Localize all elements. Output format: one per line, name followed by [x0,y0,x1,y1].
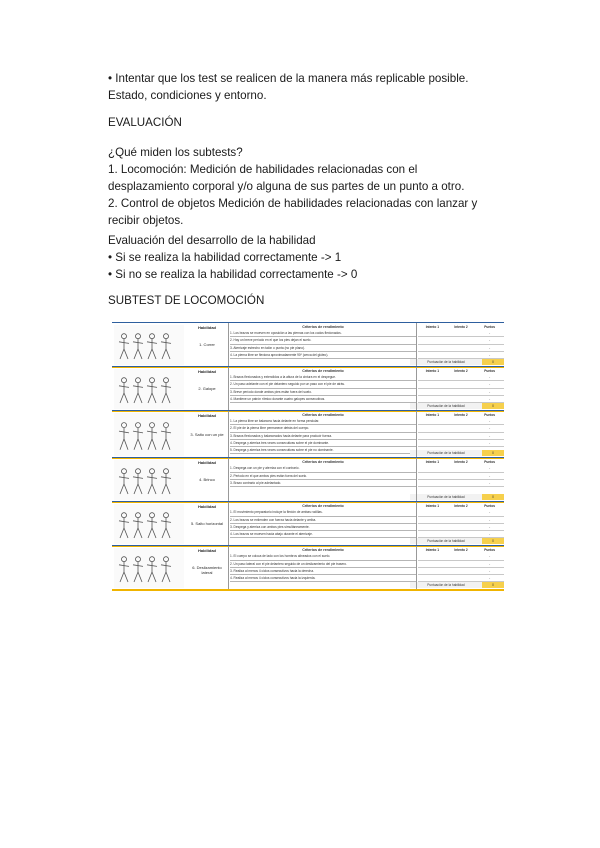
attempt2-cell[interactable] [447,330,476,336]
points-cell[interactable]: - [489,568,491,573]
attempt2-cell[interactable] [447,509,476,515]
criteria-list [230,368,416,403]
points-cell[interactable]: - [489,419,491,424]
col-criterios-label: Criterios de rendimiento [302,460,344,465]
column-divider [416,458,417,502]
criterion: 4. Los brazos se mueven hacia abajo durante el aterrizaje. [230,531,416,538]
attempt1-cell[interactable] [418,553,447,559]
criterion: 3. Despega y aterriza con ambos pies simultáneamente. [230,524,416,531]
attempt2-cell[interactable] [447,389,476,395]
col-habilidad-label: Habilidad [197,548,216,554]
score-columns [418,324,504,359]
skill-total-row [350,538,504,544]
col-puntos-label: Puntos [484,460,496,465]
section-divider [112,589,504,591]
skill-name-cell [188,369,226,391]
criterion: 5. Despega y aterriza tres veces consecutivas sobre el pie no dominante. [230,447,416,454]
criterion: 4. Mantiene un patrón rítmico durante cuatro galopes consecutivos. [230,396,416,403]
attempt1-cell[interactable] [418,509,447,515]
criterion: 2. Un paso lateral con el pie delantero seguido de un deslizamiento del pie trasero. [230,561,416,568]
criterion: 1. El cuerpo se coloca de lado con los hombros alineados con el suelo. [230,553,416,560]
col-criterios-label: Criterios de rendimiento [302,325,344,329]
skill-total-label: Puntuación de la habilidad [410,450,482,456]
skill-name: 4. Brinco [199,477,215,483]
skill-illustration [114,369,184,409]
criterion: 2. Un paso adelante con el pie delantero seguido por un paso con el pie de atrás. [230,381,416,388]
score-row [418,509,504,516]
attempt2-cell[interactable] [447,575,476,581]
skill-total-value: 0 [482,538,504,544]
attempt2-cell[interactable] [447,425,476,431]
attempt2-cell[interactable] [447,531,476,537]
attempt1-cell[interactable] [418,345,447,351]
criteria-list [230,412,416,454]
col-habilidad-label: Habilidad [197,413,216,418]
question-block [108,144,500,229]
points-cell[interactable]: - [489,480,491,485]
eval-block [108,232,500,283]
col-puntos-label: Puntos [484,504,496,509]
attempt1-cell[interactable] [418,381,447,387]
criterion: 3. Brazo contrario al pie adelantado. [230,480,416,487]
eval-yes: • Si se realiza la habilidad correctamente -> 1 [108,251,342,264]
attempt2-cell[interactable] [447,561,476,567]
points-cell[interactable]: - [489,440,491,445]
skill-total-label: Puntuación de la habilidad [410,538,482,544]
attempt2-cell[interactable] [447,440,476,446]
attempt1-cell[interactable] [418,389,447,395]
attempt2-cell[interactable] [447,568,476,574]
subtest-heading: SUBTEST DE LOCOMOCIÓN [108,294,265,307]
attempt2-cell[interactable] [447,396,476,402]
attempt1-cell[interactable] [418,480,447,486]
attempt2-cell[interactable] [447,337,476,343]
criterion: 1. Brazos flexionados y extendidos a la altura de la cintura en el despegue. [230,374,416,381]
attempt2-cell[interactable] [447,374,476,380]
col-puntos-label: Puntos [484,548,496,553]
col-habilidad-label: Habilidad [197,504,216,510]
criterion: 1. El movimiento preparatorio incluye la flexión de ambas rodillas. [230,509,416,516]
col-criterios-label: Criterios de rendimiento [302,413,344,417]
skill-name-cell [188,504,226,526]
points-cell[interactable]: - [489,433,491,438]
skill-total-value: 0 [482,494,504,500]
attempt1-cell[interactable] [418,374,447,380]
attempt2-cell[interactable] [447,553,476,559]
score-row [418,465,504,472]
col-intento2-label: Intento 2 [454,504,468,509]
skill-illustration [114,548,184,588]
skill-name: 5. Salto horizontal [190,521,224,527]
col-intento1-label: Intento 1 [425,460,439,465]
skill-section [112,322,504,367]
points-cell[interactable]: - [489,510,491,515]
skill-total-row [350,450,504,456]
score-row [418,352,504,359]
criteria-list [230,324,416,359]
attempt1-cell[interactable] [418,396,447,402]
col-intento2-label: Intento 2 [454,369,468,373]
attempt1-cell[interactable] [418,330,447,336]
column-divider [228,367,229,411]
column-divider [416,367,417,411]
attempt2-cell[interactable] [447,381,476,387]
col-intento1-label: Intento 1 [425,504,439,509]
score-row [418,561,504,568]
skill-total-row [350,582,504,588]
points-cell[interactable]: - [489,426,491,431]
score-columns [418,547,504,582]
points-cell[interactable]: - [489,473,491,478]
locomotion-table-figure [112,322,504,622]
column-divider [228,411,229,458]
column-divider [228,502,229,546]
score-row [418,575,504,582]
col-intento1-label: Intento 1 [425,325,439,329]
points-cell[interactable]: - [489,561,491,566]
score-row [418,473,504,480]
attempt2-cell[interactable] [447,480,476,486]
criterion: 2. Periodo en el que ambos pies están fuera del suelo. [230,473,416,480]
criteria-list [230,503,416,538]
score-row [418,433,504,440]
skill-illustration [114,413,184,456]
attempt2-cell[interactable] [447,418,476,424]
col-puntos-label: Puntos [484,413,496,417]
skill-total-value: 0 [482,582,504,588]
heading-evaluacion: EVALUACIÓN [108,116,182,129]
attempt2-cell[interactable] [447,345,476,351]
skill-section [112,366,504,411]
criterion: 4. Despega y aterriza tres veces consecutivas sobre el pie dominante. [230,440,416,447]
score-columns [418,368,504,403]
points-cell[interactable]: - [489,331,491,336]
points-cell[interactable]: - [489,517,491,522]
criteria-list [230,459,416,487]
score-row [418,374,504,381]
score-row [418,381,504,388]
points-cell[interactable]: - [489,338,491,343]
criterion: 3. Breve período donde ambos pies están fuera del suelo. [230,389,416,396]
col-intento1-label: Intento 1 [425,548,439,553]
criterion: 1. La pierna libre se balancea hacia delante en forma pendular. [230,418,416,425]
points-cell[interactable]: - [489,396,491,401]
subtest-heading-block [108,292,500,309]
attempt2-cell[interactable] [447,517,476,523]
score-columns [418,503,504,538]
points-cell[interactable]: - [489,352,491,357]
skill-total-row [350,403,504,409]
col-intento2-label: Intento 2 [454,413,468,417]
column-divider [228,546,229,590]
score-row [418,568,504,575]
attempt1-cell[interactable] [418,568,447,574]
skill-total-label: Puntuación de la habilidad [410,582,482,588]
criterion: 2. El pie de la pierna libre permanece detrás del cuerpo. [230,425,416,432]
points-cell[interactable]: - [489,389,491,394]
skill-name-cell [188,460,226,482]
criterion: 4. Realiza al menos 4 ciclos consecutivos hacia la izquierda. [230,575,416,582]
points-cell[interactable]: - [489,382,491,387]
col-intento2-label: Intento 2 [454,460,468,465]
points-cell[interactable]: - [489,554,491,559]
points-cell[interactable]: - [489,466,491,471]
bullet-intro: • Intentar que los test se realicen de la manera más replicable posible. Estado, condiciones y entorno. [108,72,469,102]
attempt1-cell[interactable] [418,531,447,537]
item-locomocion: 1. Locomoción: Medición de habilidades relacionadas con el desplazamiento corporal y/o alguna de sus partes de un punto a otro. [108,163,465,193]
col-intento1-label: Intento 1 [425,413,439,417]
score-columns [418,412,504,454]
attempt2-cell[interactable] [447,352,476,358]
points-cell[interactable]: - [489,576,491,580]
col-intento2-label: Intento 2 [454,325,468,329]
column-divider [416,546,417,590]
points-cell[interactable]: - [489,524,491,529]
skill-total-value: 0 [482,403,504,409]
skill-illustration [114,460,184,500]
skill-section [112,457,504,502]
criterion: 3. Brazos flexionados y balanceados hacia delante para producir fuerza. [230,433,416,440]
criterion: 1. Despega con un pie y aterriza con el contrario. [230,465,416,472]
score-row [418,440,504,447]
criterion: 4. La pierna libre se flexiona aproximadamente 90º (cerca del glúteo). [230,352,416,359]
skill-name: 2. Galope [198,386,216,391]
score-row [418,418,504,425]
score-row [418,345,504,352]
column-divider [416,502,417,546]
criterion: 2. Los brazos se extienden con fuerza hacia delante y arriba. [230,517,416,524]
col-criterios-label: Criterios de rendimiento [302,369,344,373]
score-row [418,330,504,337]
col-habilidad-label: Habilidad [197,325,216,330]
col-criterios-label: Criterios de rendimiento [302,548,344,553]
col-habilidad-label: Habilidad [197,460,216,466]
skill-illustration [114,325,184,365]
skill-name-cell [188,325,226,347]
attempt1-cell[interactable] [418,337,447,343]
attempt1-cell[interactable] [418,352,447,358]
criterion: 1. Los brazos se mueven en oposición a las piernas con los codos flexionados. [230,330,416,337]
skill-name-cell [188,548,226,575]
score-row [418,396,504,403]
document-text [108,70,500,104]
points-cell[interactable]: - [489,375,491,380]
score-columns [418,459,504,487]
skill-name: 1. Correr [199,342,215,347]
score-row [418,389,504,396]
criterion: 3. Realiza al menos 4 ciclos consecutivos hacia la derecha. [230,568,416,575]
attempt1-cell[interactable] [418,524,447,530]
points-cell[interactable]: - [489,532,491,536]
column-divider [228,323,229,367]
skill-name: 3. Salto con un pie [190,431,224,437]
attempt1-cell[interactable] [418,575,447,581]
criterion: 3. Aterrizaje estrecho en talón o punta (no pie plano). [230,345,416,352]
criteria-list [230,547,416,582]
score-row [418,480,504,487]
attempt1-cell[interactable] [418,425,447,431]
skill-name-cell [188,413,226,437]
score-row [418,531,504,538]
column-divider [416,411,417,458]
points-cell[interactable]: - [489,345,491,350]
attempt1-cell[interactable] [418,433,447,439]
criterion: 2. Hay un breve período en el que los pies dejan el suelo. [230,337,416,344]
skill-section [112,545,504,590]
skill-total-label: Puntuación de la habilidad [410,494,482,500]
heading-evaluacion-block [108,114,500,131]
eval-no: • Si no se realiza la habilidad correctamente -> 0 [108,268,358,281]
attempt1-cell[interactable] [418,418,447,424]
score-row [418,337,504,344]
column-divider [228,458,229,502]
score-row [418,553,504,560]
skill-total-label: Puntuación de la habilidad [410,403,482,409]
score-row [418,517,504,524]
skill-total-row [350,494,504,500]
col-puntos-label: Puntos [484,369,496,373]
attempt2-cell[interactable] [447,433,476,439]
col-habilidad-label: Habilidad [197,369,216,374]
skill-illustration [114,504,184,544]
skill-name: 6. Deslizamiento lateral [192,565,222,576]
attempt1-cell[interactable] [418,440,447,446]
question: ¿Qué miden los subtests? [108,146,243,159]
column-divider [416,323,417,367]
skill-total-value: 0 [482,359,504,365]
attempt2-cell[interactable] [447,524,476,530]
attempt1-cell[interactable] [418,473,447,479]
score-row [418,425,504,432]
skill-total-value: 0 [482,450,504,456]
score-row [418,524,504,531]
skill-total-row [350,359,504,365]
eval-title: Evaluación del desarrollo de la habilidad [108,234,316,247]
col-intento1-label: Intento 1 [425,369,439,373]
skill-section [112,410,504,458]
skill-section [112,501,504,546]
skill-total-label: Puntuación de la habilidad [410,359,482,365]
attempt1-cell[interactable] [418,517,447,523]
col-criterios-label: Criterios de rendimiento [302,504,344,509]
item-control-objetos: 2. Control de objetos Medición de habilidades relacionadas con lanzar y recibir objetos. [108,197,478,227]
attempt1-cell[interactable] [418,465,447,471]
attempt2-cell[interactable] [447,473,476,479]
col-puntos-label: Puntos [484,325,496,329]
col-intento2-label: Intento 2 [454,548,468,553]
attempt2-cell[interactable] [447,465,476,471]
attempt1-cell[interactable] [418,561,447,567]
